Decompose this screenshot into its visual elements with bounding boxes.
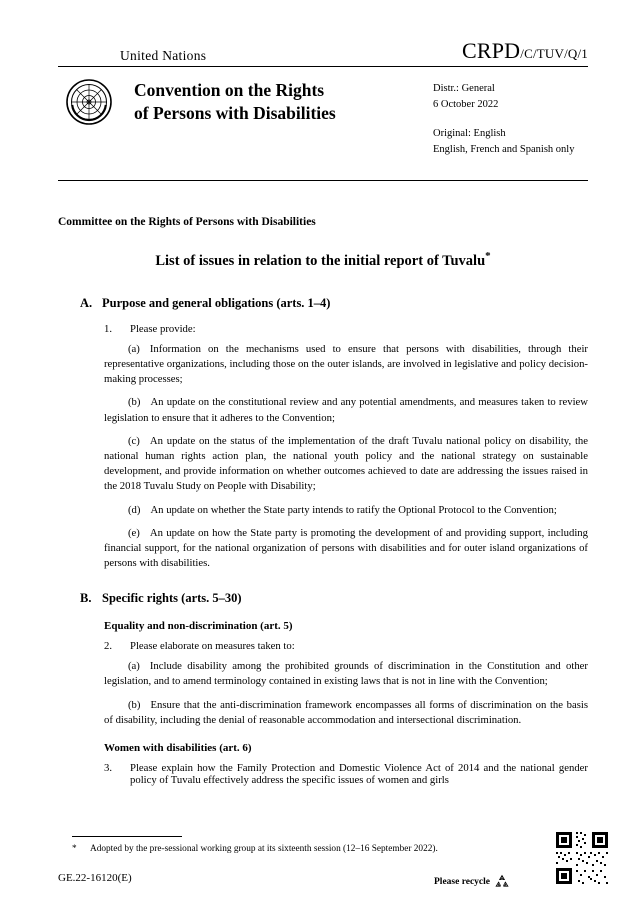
section-b-heading-text: Specific rights (arts. 5–30) [102, 591, 242, 606]
document-symbol-suffix: /C/TUV/Q/1 [520, 46, 588, 61]
title-footnote-marker: * [485, 250, 491, 262]
paragraph-label: (c) [128, 434, 140, 447]
document-header [58, 38, 588, 177]
paragraph [104, 342, 588, 388]
paragraph-label: (a) [128, 660, 140, 673]
footnote-marker: * [72, 844, 77, 854]
footnote [72, 844, 532, 854]
footnote-rule [72, 836, 182, 837]
header-bottom-rule [58, 180, 588, 181]
recycle-notice [434, 874, 510, 890]
distribution-block [433, 81, 613, 170]
convention-title-line1: Convention on the Rights [134, 80, 325, 100]
document-number: GE.22-16120(E) [58, 872, 132, 884]
document-body [58, 216, 588, 793]
paragraph-text: An update on how the State party is promoting the development of and providing support, including financial support, for the national organization of persons with disabilities and for outer island organizations of persons with disabilities. [104, 526, 588, 570]
section-a-heading [58, 296, 588, 311]
original-language: Original: English [433, 127, 506, 139]
paragraph-label: (b) [128, 396, 141, 409]
committee-name: Committee on the Rights of Persons with Disabilities [58, 216, 316, 228]
paragraph-text: Information on the mechanisms used to ensure that persons with disabilities, through their representative organizations, including those on the outer islands, are involved in legislative and policy decision-making processes; [104, 342, 588, 386]
section-a-letter: A. [80, 295, 93, 310]
item-text: Please explain how the Family Protection and Domestic Violence Act of 2014 and the national gender policy of Tuvalu effectively address the specific issues of women and girls [130, 762, 588, 787]
paragraph-label: (a) [128, 342, 140, 355]
item-number: 2. [104, 640, 113, 653]
page-title-text: List of issues in relation to the initial report of Tuvalu [155, 252, 486, 269]
paragraph-label: (d) [128, 503, 141, 516]
paragraph [104, 395, 588, 425]
header-body [58, 67, 588, 177]
convention-title-line2: of Persons with Disabilities [134, 103, 336, 124]
paragraph-text: An update on whether the State party intends to ratify the Optional Protocol to the Convention; [150, 503, 557, 516]
header-top-rule [58, 38, 588, 67]
list-item [104, 762, 588, 786]
recycle-icon [494, 874, 510, 890]
document-symbol-main: CRPD [461, 38, 521, 63]
list-item [104, 640, 588, 652]
paragraph-label: (e) [128, 526, 140, 539]
item-number: 3. [104, 762, 113, 775]
paragraph-text: An update on the constitutional review and any potential amendments, and measures taken to review legislation to ensure that it adheres to the Convention; [104, 396, 588, 424]
paragraph-text: Ensure that the anti-discrimination framework encompasses all forms of discrimination on the basis of disability, including the denial of reasonable accommodation and intersectional discrimination. [104, 698, 588, 726]
paragraph-text: An update on the status of the implementation of the draft Tuvalu national policy on disability, the national human rights action plan, the national youth policy and the national strategy on sustainable development, and provide information on whether outcomes achieved to date are addressing the issues raised in the 2018 Tuvalu Study on People with Disability; [104, 434, 588, 493]
paragraph [104, 503, 588, 518]
document-symbol [462, 38, 588, 64]
section-b-letter: B. [80, 591, 92, 606]
paragraph [104, 434, 588, 495]
distribution-label: Distr.: General [433, 83, 495, 94]
organization-name: United Nations [120, 48, 207, 63]
convention-title [134, 79, 404, 125]
paragraph [104, 698, 588, 728]
distribution-date: 6 October 2022 [433, 99, 499, 111]
item-text: Please elaborate on measures taken to: [130, 640, 295, 653]
section-a-heading-text: Purpose and general obligations (arts. 1–4) [102, 295, 331, 310]
section-b [58, 591, 588, 786]
paragraph [104, 659, 588, 689]
section-a [58, 296, 588, 571]
subsection-heading-women: Women with disabilities (art. 6) [104, 742, 252, 755]
page-sheet [14, 10, 626, 895]
item-number: 1. [104, 322, 113, 335]
list-item [104, 323, 588, 335]
section-b-heading [58, 591, 588, 606]
paragraph-label: (b) [128, 698, 141, 711]
paragraph [104, 526, 588, 572]
item-text: Please provide: [130, 322, 196, 335]
language-note: English, French and Spanish only [433, 143, 575, 155]
qr-code [554, 830, 610, 886]
paragraph-text: Include disability among the prohibited grounds of discrimination in the Constitution and other legislation, and to amend terminology contained in existing laws that is not in line with the Convention; [104, 660, 588, 688]
page-title [58, 250, 588, 270]
footnote-text: Adopted by the pre-sessional working group at its sixteenth session (12–16 September 2022). [90, 844, 438, 854]
un-emblem-icon [66, 79, 112, 125]
recycle-label: Please recycle [434, 877, 490, 887]
subsection-heading-equality: Equality and non-discrimination (art. 5) [104, 620, 293, 633]
